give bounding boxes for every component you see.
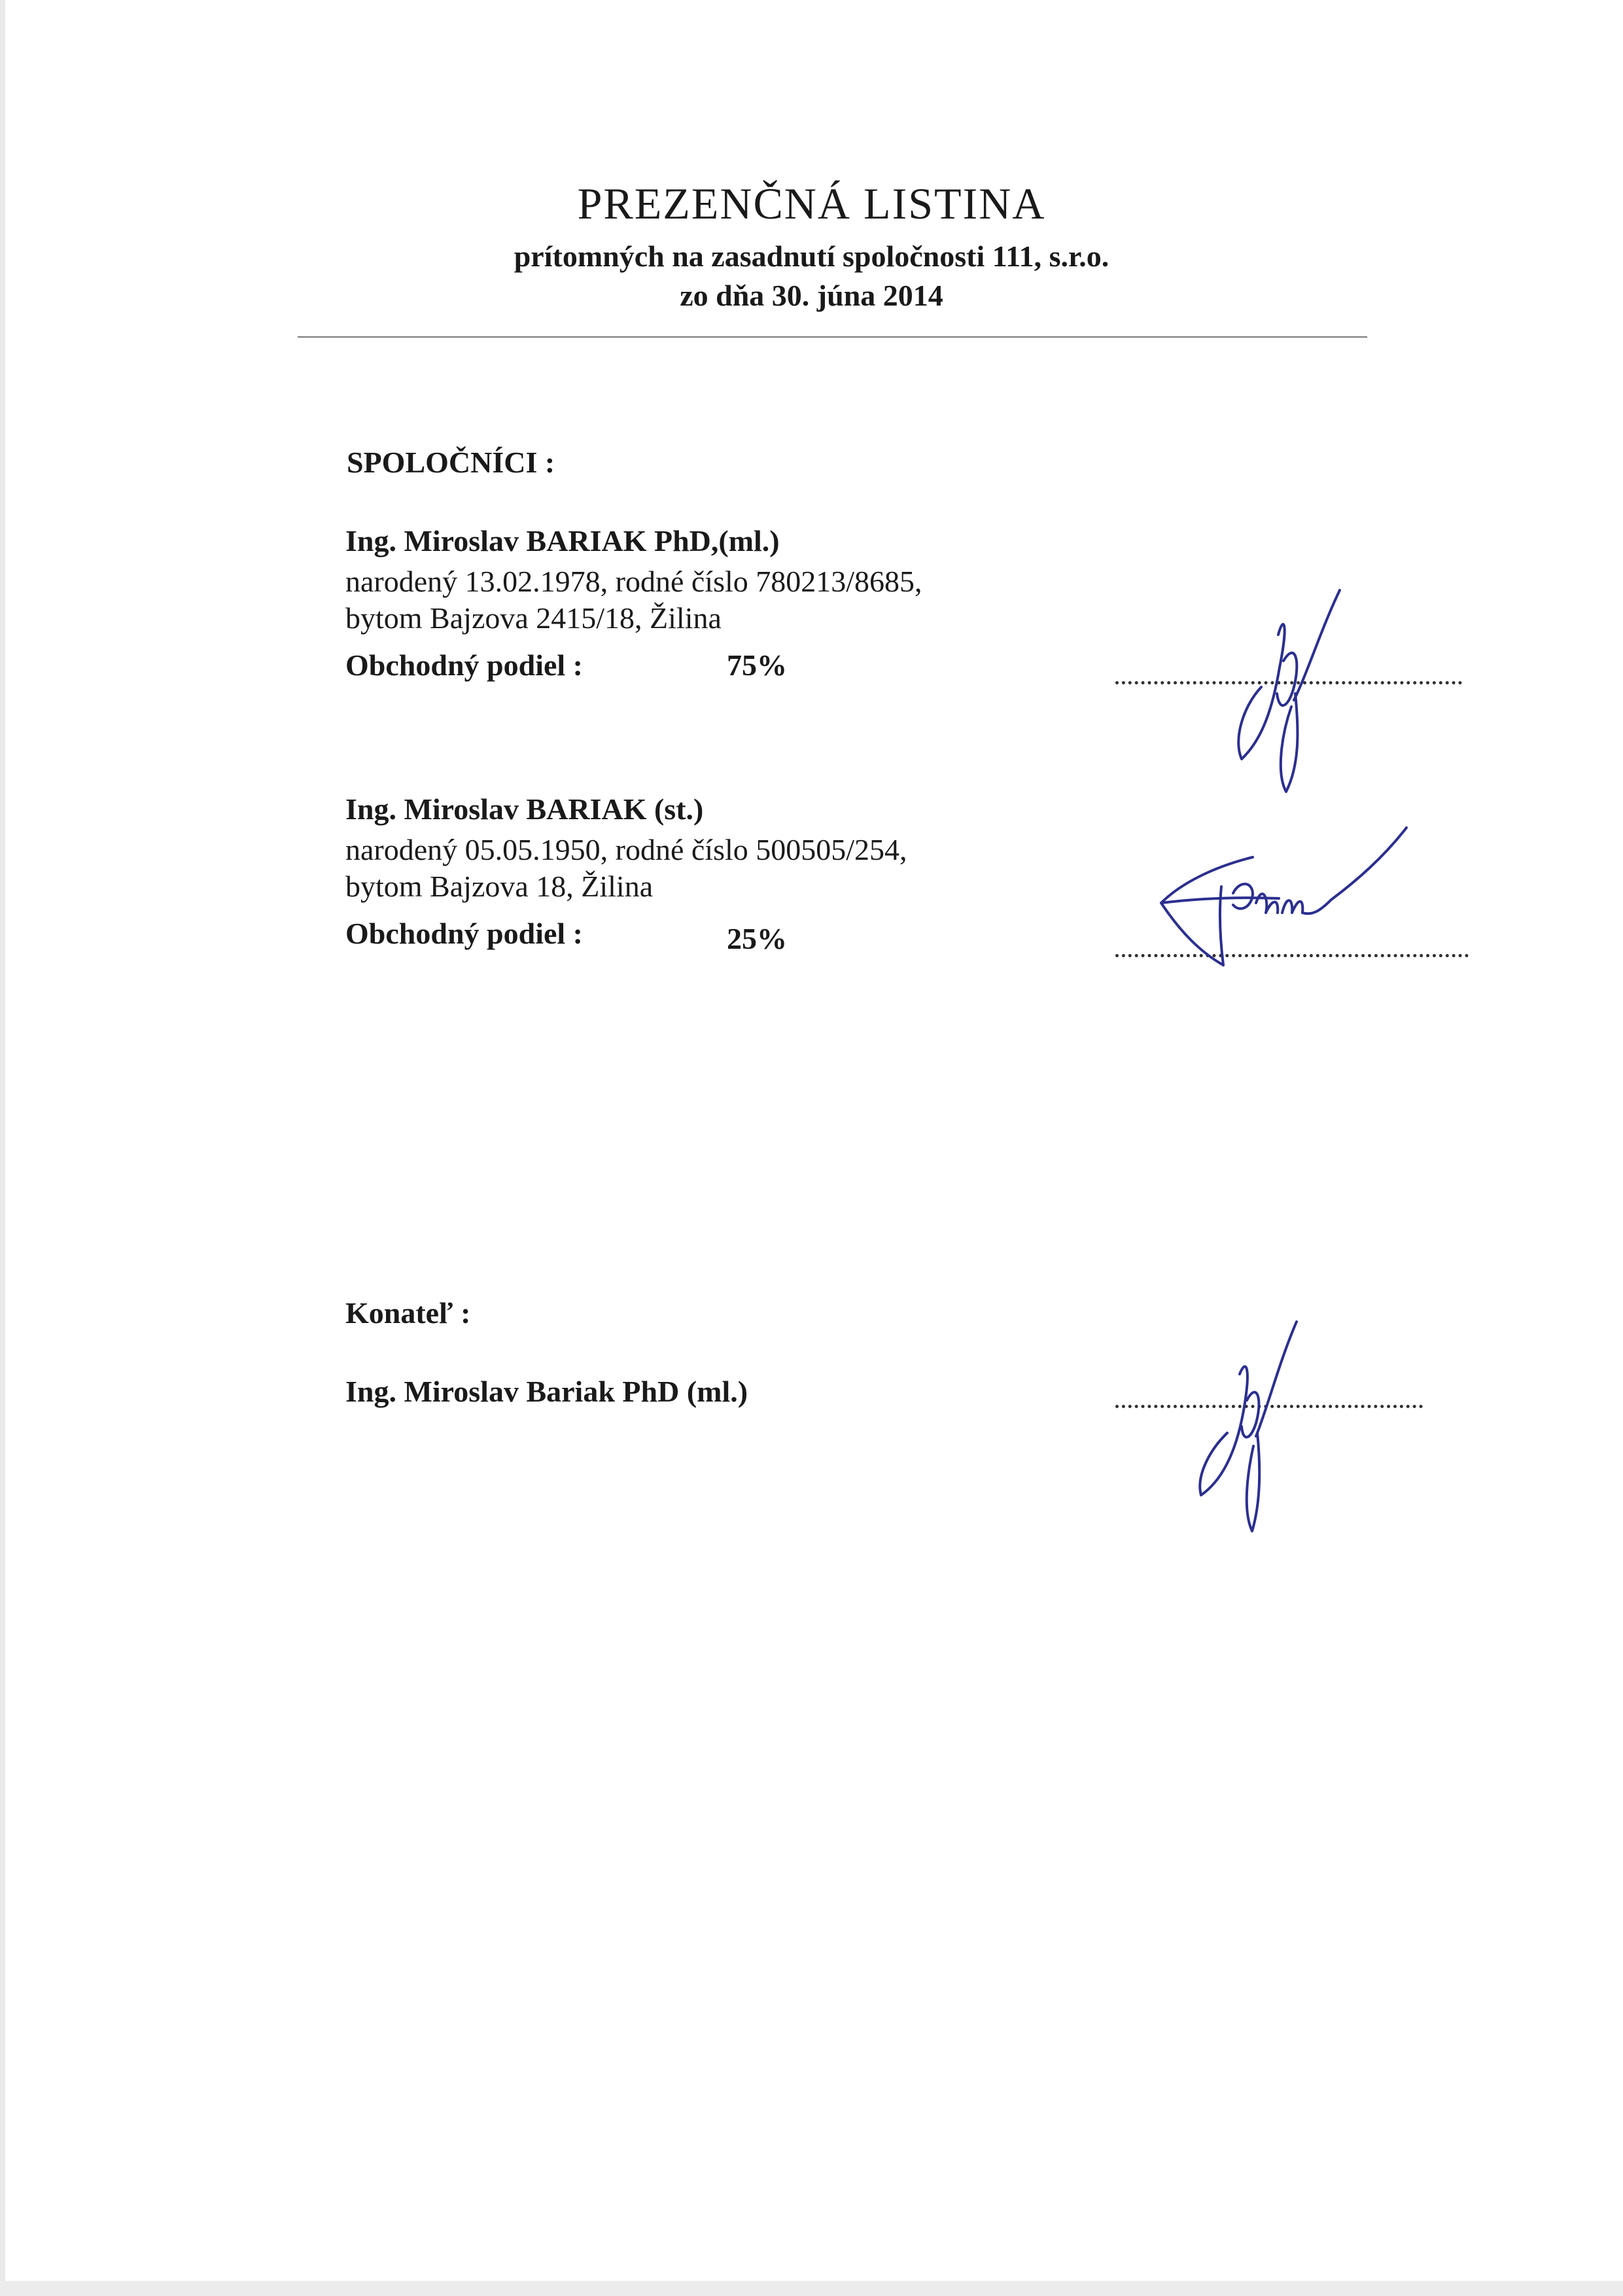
partner-1-address: bytom Bajzova 2415/18, Žilina — [345, 601, 722, 635]
partner-1-name: Ing. Miroslav BARIAK PhD,(ml.) — [345, 524, 780, 557]
scan-left-edge — [0, 0, 5, 2296]
partner-2-share-label: Obchodný podiel : — [345, 917, 583, 950]
executive-heading: Konateľ : — [345, 1296, 471, 1330]
partner-1-birth: narodený 13.02.1978, rodné číslo 780213/8685, — [345, 565, 922, 598]
partner-1-signature — [1223, 576, 1361, 798]
document-subtitle: prítomných na zasadnutí spoločnosti 111, s.r.o. — [514, 239, 1109, 273]
document-title: PREZENČNÁ LISTINA — [577, 179, 1046, 228]
executive-signature — [1184, 1309, 1321, 1538]
scan-bottom-edge — [0, 2281, 1623, 2296]
partner-2-birth: narodený 05.05.1950, rodné číslo 500505/254, — [345, 833, 907, 866]
partner-2-name: Ing. Miroslav BARIAK (st.) — [345, 792, 704, 826]
document-date: zo dňa 30. júna 2014 — [680, 279, 943, 312]
partner-1-share-value: 75% — [727, 648, 787, 682]
partners-heading: SPOLOČNÍCI : — [347, 446, 555, 479]
executive-name: Ing. Miroslav Bariak PhD (ml.) — [345, 1375, 748, 1408]
header-divider — [298, 336, 1367, 338]
partner-2-signature — [1142, 821, 1449, 1011]
partner-2-address: bytom Bajzova 18, Žilina — [345, 870, 654, 903]
partner-1-share-label: Obchodný podiel : — [345, 648, 583, 682]
partner-2-share-value: 25% — [727, 922, 787, 955]
